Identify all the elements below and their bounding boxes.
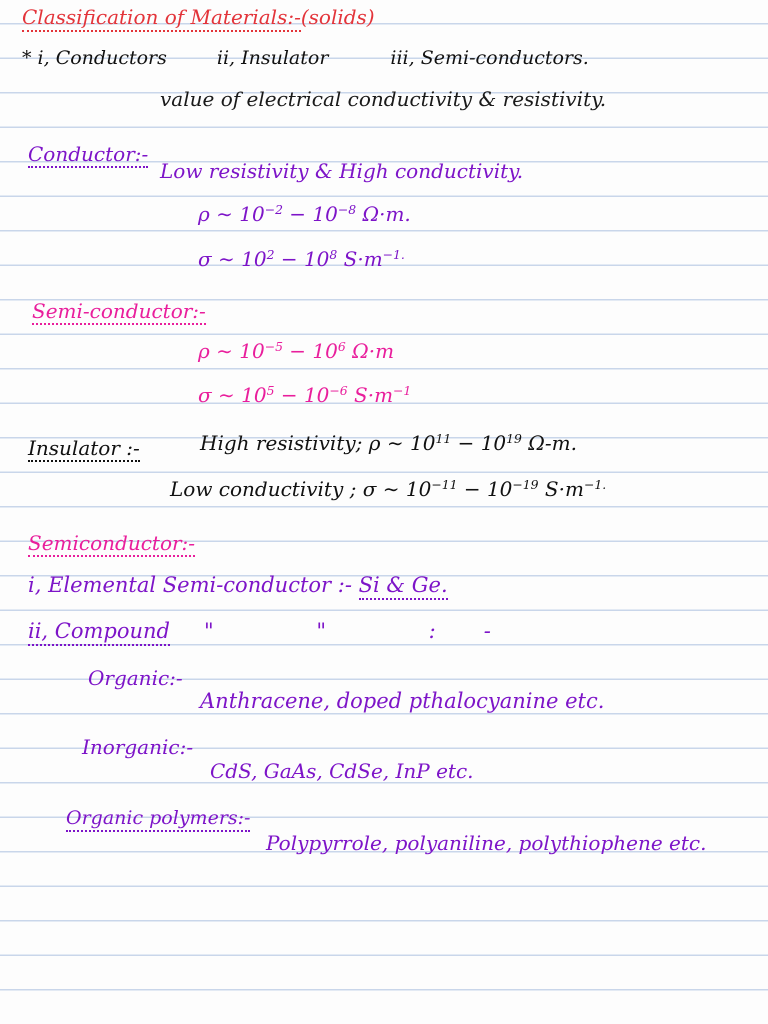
conductor-rho-exp1: −2 xyxy=(264,202,283,218)
title-suffix: (solids) xyxy=(300,5,375,29)
conductor-sigma-exp2: 8 xyxy=(329,247,338,263)
insulator-conductivity xyxy=(170,478,606,500)
semi-rho-exp1: −5 xyxy=(264,339,283,355)
semi-sigma-unit: S·m xyxy=(347,383,394,407)
material-types xyxy=(22,48,589,69)
ins-sigma-exp2: −19 xyxy=(512,477,539,493)
conductor-description: Low resistivity & High conductivity. xyxy=(160,159,524,183)
organic-polymers-examples: Polypyrrole, polyaniline, polythiophene etc. xyxy=(266,831,707,855)
semiconductor-heading: Semi-conductor:- xyxy=(32,299,206,323)
semi-rho-exp2: 6 xyxy=(337,339,346,355)
conductor-sigma-mid: − 10 xyxy=(274,247,330,271)
elemental-value: Si & Ge. xyxy=(359,573,448,600)
conductor-sigma-unit-exp: −1. xyxy=(382,247,405,263)
ins-sigma-unit-exp: −1. xyxy=(583,477,607,493)
semi-sigma-exp2: −6 xyxy=(329,383,348,399)
type-semiconductors: iii, Semi-conductors. xyxy=(390,47,589,69)
conductor-sigma-exp1: 2 xyxy=(266,247,275,263)
semi-rho-mid: − 10 xyxy=(282,339,338,363)
title-main: Classification of Materials:- xyxy=(22,5,301,32)
ins-rho-exp2: 19 xyxy=(506,431,522,447)
inorganic-heading: Inorganic:- xyxy=(82,735,194,759)
compound-label: ii, Compound xyxy=(28,619,170,646)
semi-rho-prefix: ρ ∼ 10 xyxy=(198,339,265,363)
compound-ditto: " " :- xyxy=(204,619,539,643)
semi-sigma-mid: − 10 xyxy=(274,383,330,407)
conductor-rho-mid: − 10 xyxy=(282,202,338,226)
semi-rho-unit: Ω·m xyxy=(345,339,395,363)
ins-rho-mid: − 10 xyxy=(451,431,507,455)
conductor-rho-exp2: −8 xyxy=(337,202,357,218)
conductor-conductivity xyxy=(198,248,405,270)
semi-sigma-prefix: σ ∼ 10 xyxy=(198,383,267,407)
type-conductors: i, Conductors xyxy=(37,47,167,69)
classification-basis: value of electrical conductivity & resistivity. xyxy=(160,87,607,111)
conductor-rho-prefix: ρ ∼ 10 xyxy=(198,202,265,226)
page-title xyxy=(22,6,375,28)
inorganic-examples: CdS, GaAs, CdSe, InP etc. xyxy=(210,759,474,783)
elemental-semiconductor xyxy=(28,574,448,597)
semi-sigma-unit-exp: −1 xyxy=(393,383,412,399)
semiconductor-conductivity xyxy=(198,384,411,406)
conductor-sigma-prefix: σ ∼ 10 xyxy=(198,247,267,271)
ins-rho-unit: Ω-m. xyxy=(521,431,577,455)
conductor-heading: Conductor:- xyxy=(28,142,149,166)
organic-polymers-heading: Organic polymers:- xyxy=(66,808,250,832)
bullet-star: * xyxy=(22,47,32,69)
conductor-rho-unit: Ω·m. xyxy=(356,202,411,226)
semiconductor-types-heading: Semiconductor:- xyxy=(28,531,196,555)
type-insulator: ii, Insulator xyxy=(216,47,329,69)
elemental-label: i, Elemental Semi-conductor :- xyxy=(28,573,352,597)
semiconductor-resistivity xyxy=(198,340,394,362)
ins-sigma-mid: − 10 xyxy=(457,477,513,501)
organic-examples: Anthracene, doped pthalocyanine etc. xyxy=(200,689,605,713)
ins-rho-exp1: 11 xyxy=(435,431,452,447)
insulator-resistivity xyxy=(200,432,577,454)
conductor-sigma-unit: S·m xyxy=(337,247,383,271)
compound-semiconductor xyxy=(28,620,539,643)
ins-sigma-exp1: −11 xyxy=(431,477,458,493)
ins-sigma-text: Low conductivity ; σ ∼ 10 xyxy=(170,477,432,501)
insulator-heading: Insulator :- xyxy=(28,436,140,460)
semi-sigma-exp1: 5 xyxy=(266,383,275,399)
ins-rho-text: High resistivity; ρ ∼ 10 xyxy=(200,431,436,455)
organic-heading: Organic:- xyxy=(88,666,183,690)
conductor-resistivity xyxy=(198,203,411,225)
ins-sigma-unit: S·m xyxy=(538,477,584,501)
